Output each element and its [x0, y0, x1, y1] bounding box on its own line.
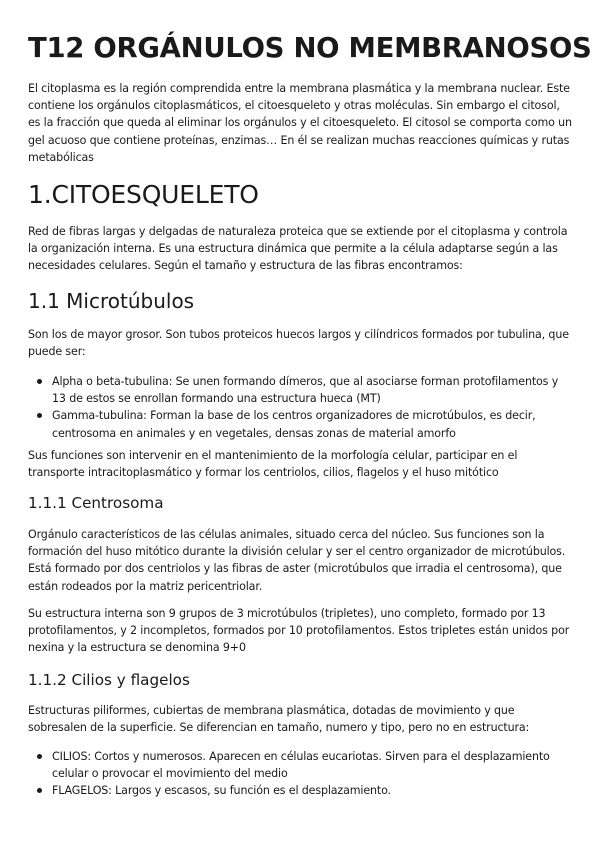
tubulin-list — [28, 373, 573, 442]
list-item — [28, 748, 573, 782]
list-item — [28, 407, 573, 441]
microtubulos-functions-paragraph: Sus funciones son intervenir en el mantenimiento de la morfología celular, participar en el transporte intracitoplasmático y formar los centriolos, cilios, flagelos y el huso mitótico — [28, 449, 518, 480]
citoesqueleto-paragraph: Red de fibras largas y delgadas de naturaleza proteica que se extiende por el citoplasma y controla la organización interna. Es una estructura dinámica que permite a la célula adaptarse según a las necesidades celulares. Según el tamaño y estructura de las fibras encontramos: — [28, 225, 568, 273]
centrosoma-paragraph-1: Orgánulo característicos de las células animales, situado cerca del núcleo. Sus funciones son la formación del huso mitótico durante la división celular y ser el centro organizador de microtúbulos. Está formado por dos centriolos y las fibras de aster (microtúbulos que irradia el centrosoma), que están rodeados por la matriz pericentriolar. — [28, 528, 566, 593]
document-title: T12 ORGÁNULOS NO MEMBRANOSOS — [28, 32, 592, 64]
intro-paragraph: El citoplasma es la región comprendida entre la membrana plasmática y la membrana nuclear. Este contiene los orgánulos citoplasmáticos, el citoesqueleto y otras moléculas. Sin embargo el citosol, es la fracción que queda al eliminar los orgánulos y el citoesqueleto. El citosol se comporta como un gel acuoso que contiene proteínas, enzimas… En él se realizan muchas reacciones químicas y rutas metabólicas — [28, 82, 572, 164]
list-item — [28, 373, 573, 407]
list-item-text: CILIOS: Cortos y numerosos. Aparecen en células eucariotas. Sirven para el desplazamiento celular o provocar el movimiento del medio — [52, 750, 550, 781]
list-item-text: Gamma-tubulina: Forman la base de los centros organizadores de microtúbulos, es decir, centrosoma en animales y en vegetales, densas zonas de material amorfo — [52, 409, 536, 440]
cilios-flagelos-list — [28, 748, 573, 800]
list-item-text: FLAGELOS: Largos y escasos, su función es el desplazamiento. — [52, 784, 391, 798]
cilios-flagelos-paragraph: Estructuras piliformes, cubiertas de membrana plasmática, dotadas de movimiento y que sobresalen de la superficie. Se diferencian en tamaño, numero y tipo, pero no en estructura: — [28, 704, 530, 735]
bullet-icon — [37, 413, 42, 418]
section-heading-centrosoma: 1.1.1 Centrosoma — [28, 494, 164, 512]
bullet-icon — [37, 788, 42, 793]
list-item-text: Alpha o beta-tubulina: Se unen formando dímeros, que al asociarse forman protofilamentos y 13 de estos se enrollan formando una estructura hueca (MT) — [52, 375, 559, 406]
centrosoma-paragraph-2: Su estructura interna son 9 grupos de 3 microtúbulos (tripletes), uno completo, formado por 13 protofilamentos, y 2 incompletos, formados por 10 protofilamentos. Estos tripletes están unidos por nexina y la estructura se denomina 9+0 — [28, 607, 570, 655]
section-heading-cilios-flagelos: 1.1.2 Cilios y flagelos — [28, 671, 190, 689]
bullet-icon — [37, 754, 42, 759]
section-heading-microtubulos: 1.1 Microtúbulos — [28, 289, 195, 313]
microtubulos-paragraph: Son los de mayor grosor. Son tubos proteicos huecos largos y cilíndricos formados por tubulina, que puede ser: — [28, 328, 569, 359]
bullet-icon — [37, 379, 42, 384]
section-heading-citoesqueleto: 1.CITOESQUELETO — [28, 180, 259, 209]
list-item — [28, 782, 573, 799]
